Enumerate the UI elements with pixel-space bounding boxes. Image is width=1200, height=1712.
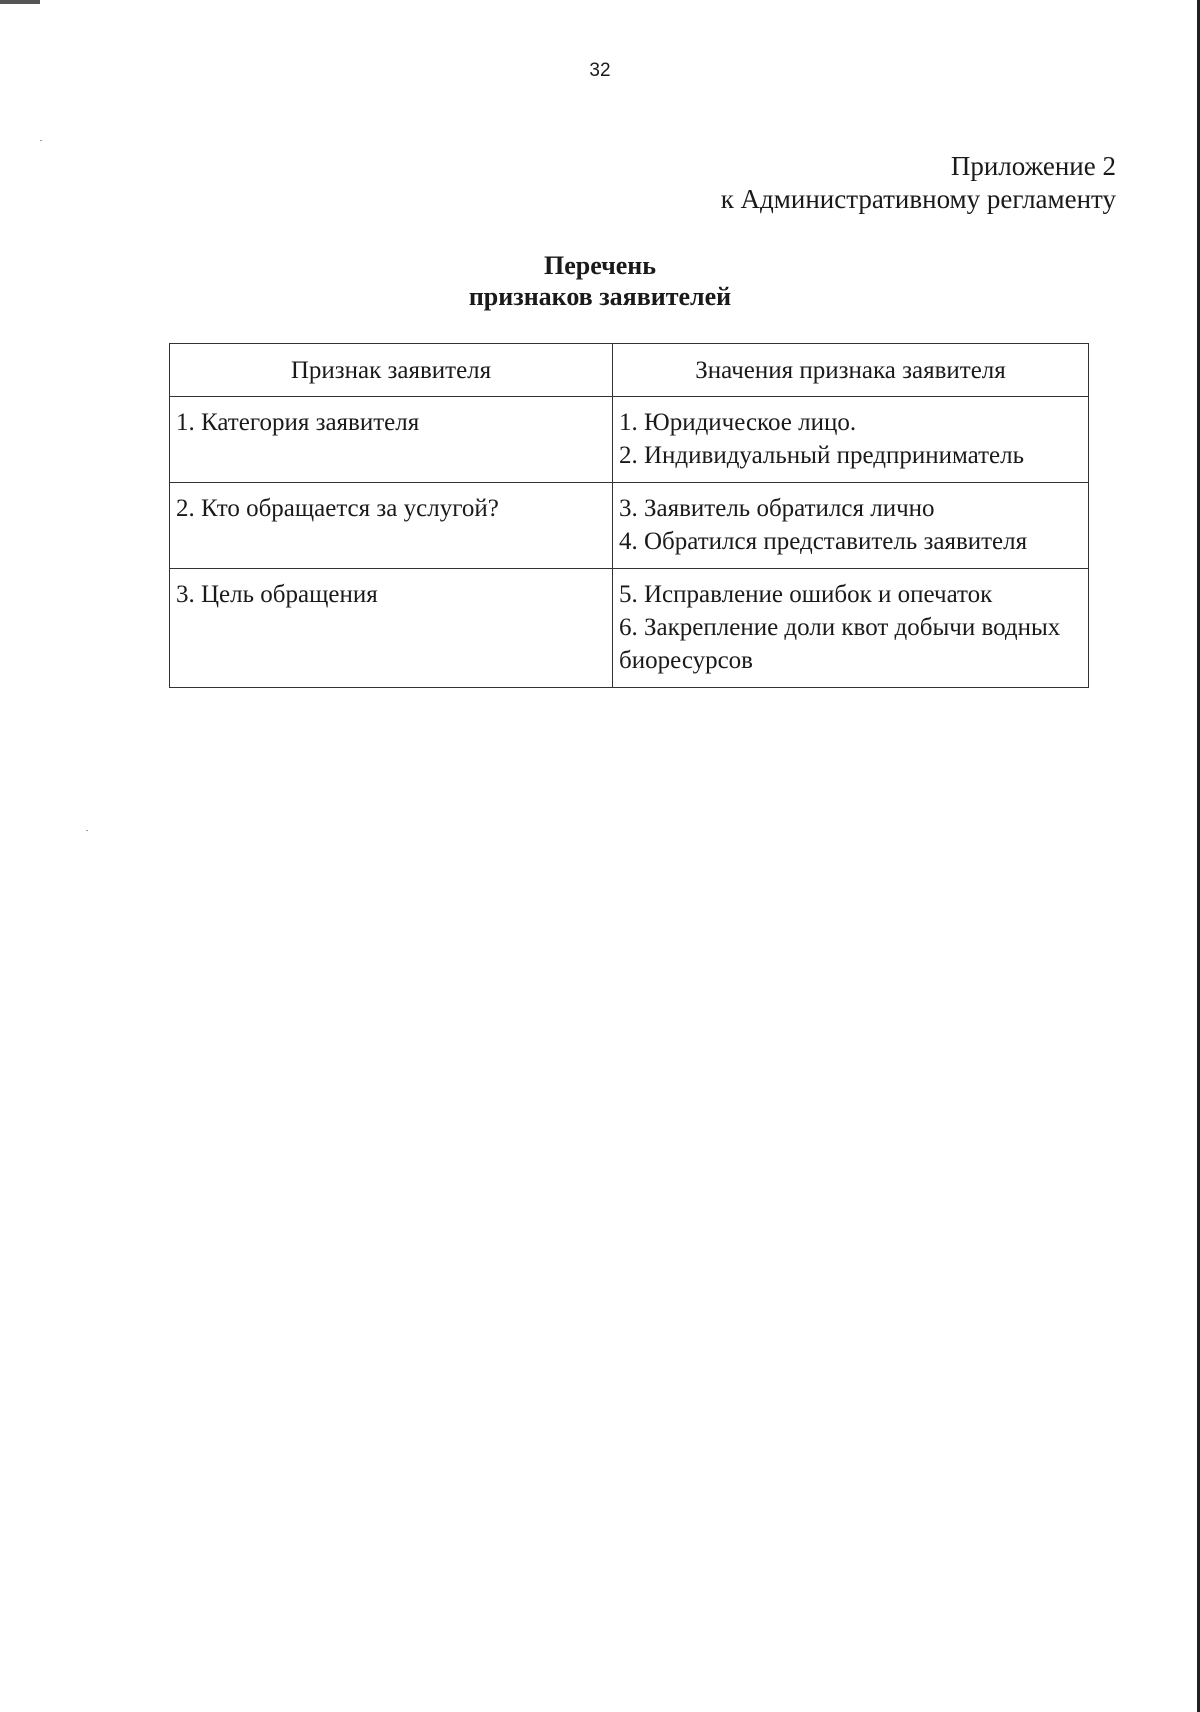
page-number: 32: [589, 60, 611, 81]
value-item: 1. Юридическое лицо.: [619, 409, 857, 436]
annex-number: Приложение 2: [950, 151, 1116, 181]
title-line-1: Перечень: [543, 251, 657, 280]
table-row: [170, 483, 1089, 569]
attribute-cell: 2. Кто обращается за услугой?: [170, 483, 613, 569]
column-header-values: Значения признака заявителя: [613, 344, 1089, 397]
applicant-criteria-table: [169, 343, 1089, 688]
value-item: 5. Исправление ошибок и опечаток: [619, 581, 993, 608]
value-item: 2. Индивидуальный предприниматель: [619, 442, 1024, 469]
column-header-attribute: Признак заявителя: [170, 344, 613, 397]
table-row: [170, 397, 1089, 483]
scan-speck: [86, 830, 88, 831]
scan-speck: [40, 140, 42, 141]
title-line-2: признаков заявителей: [468, 282, 732, 311]
scan-corner-mark: [0, 0, 40, 4]
values-cell: [613, 483, 1089, 569]
values-cell: [613, 397, 1089, 483]
annex-reference: [721, 150, 1116, 216]
attribute-cell: 3. Цель обращения: [170, 569, 613, 688]
table-header-row: [170, 344, 1089, 397]
values-cell: [613, 569, 1089, 688]
attribute-cell: 1. Категория заявителя: [170, 397, 613, 483]
annex-target: к Административному регламенту: [720, 184, 1116, 214]
table-row: [170, 569, 1089, 688]
value-item: 4. Обратился представитель заявителя: [619, 528, 1028, 555]
value-item: 6. Закрепление доли квот добычи водных биоресурсов: [619, 614, 1061, 674]
value-item: 3. Заявитель обратился лично: [619, 495, 935, 522]
document-title: [0, 250, 1200, 312]
